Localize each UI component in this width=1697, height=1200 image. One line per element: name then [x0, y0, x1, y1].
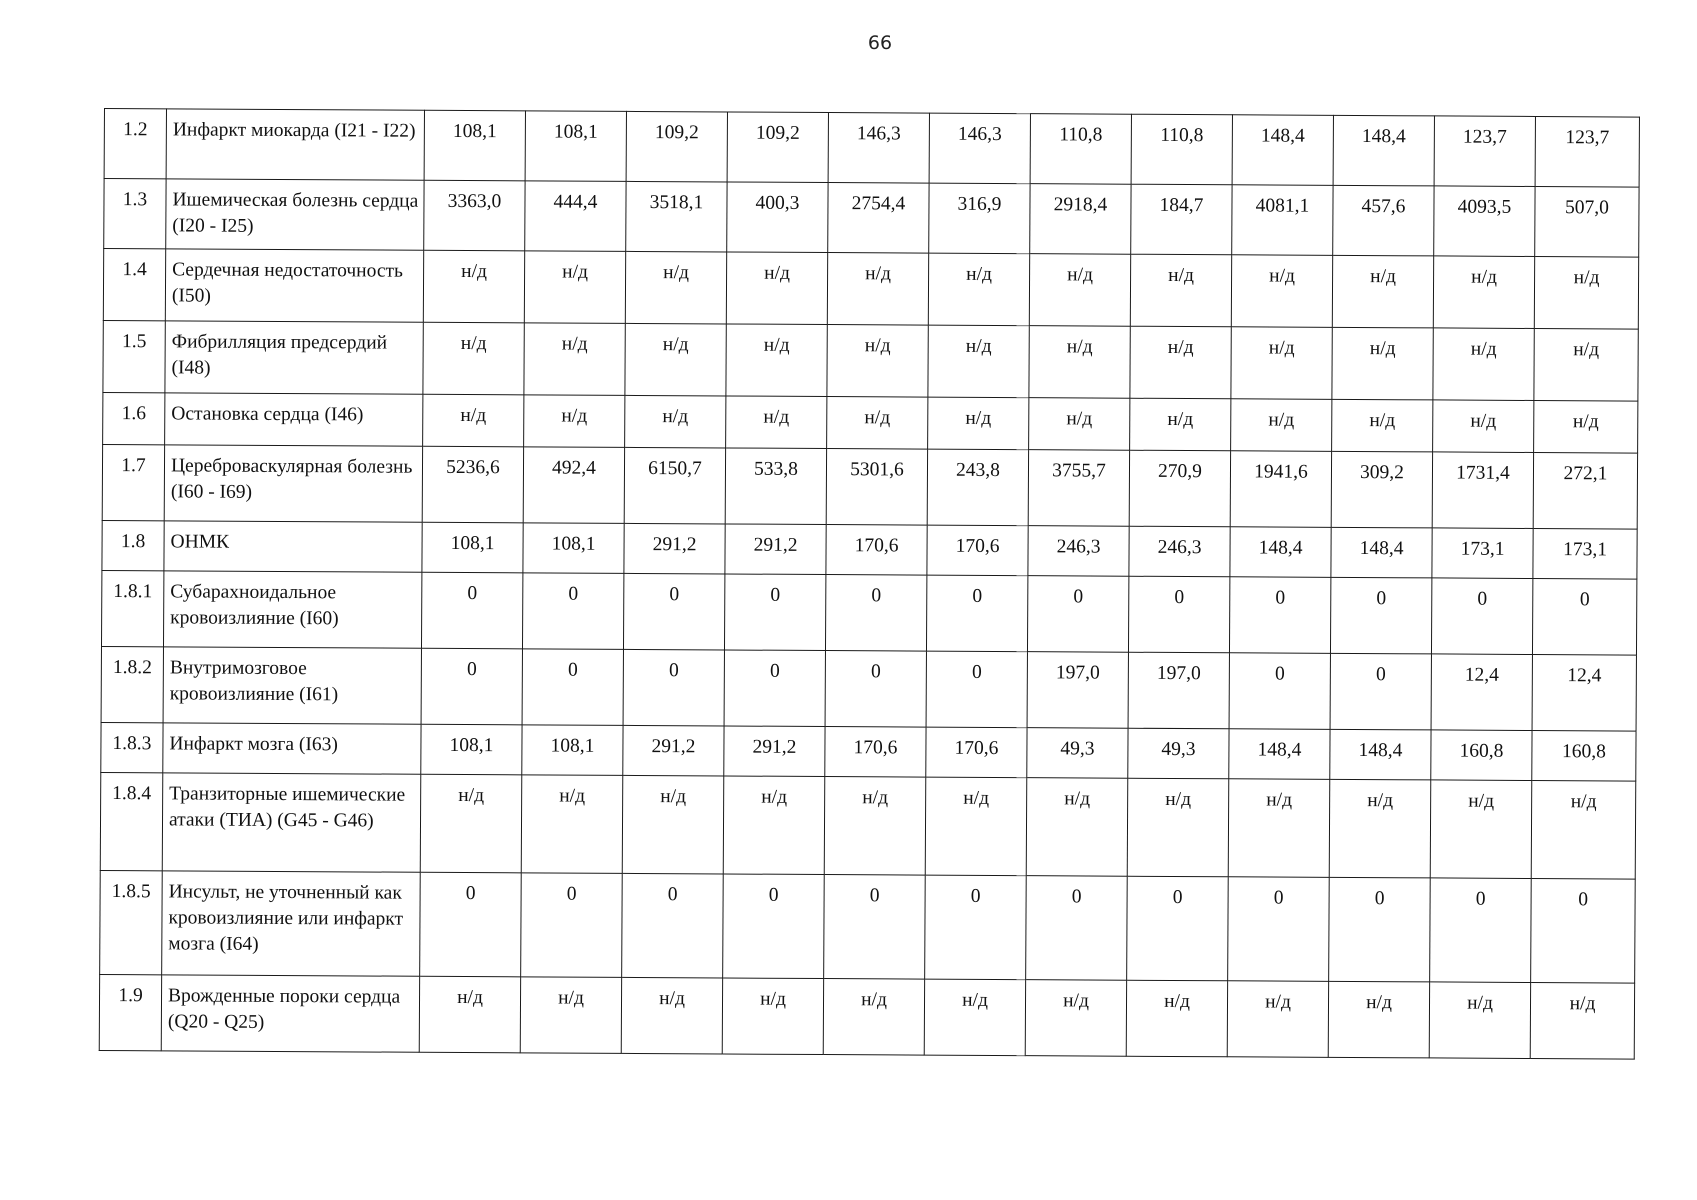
value-cell: н/д: [827, 325, 928, 398]
value-cell: н/д: [1534, 328, 1638, 401]
value-cell: 4081,1: [1232, 185, 1333, 256]
value-cell: 170,6: [825, 727, 926, 778]
value-cell: н/д: [1231, 327, 1332, 400]
value-cell: 0: [1532, 578, 1636, 655]
value-cell: 0: [1531, 878, 1636, 983]
value-cell: 0: [522, 649, 623, 726]
value-cell: 109,2: [727, 112, 828, 183]
value-cell: н/д: [1126, 980, 1227, 1057]
value-cell: 316,9: [929, 183, 1030, 254]
value-cell: н/д: [423, 394, 524, 447]
value-cell: 108,1: [424, 110, 525, 181]
value-cell: 0: [824, 875, 926, 980]
value-cell: 0: [724, 574, 825, 651]
value-cell: 197,0: [1128, 652, 1229, 729]
value-cell: н/д: [1430, 780, 1532, 879]
value-cell: 0: [1228, 877, 1330, 982]
value-cell: 4093,5: [1434, 186, 1535, 257]
value-cell: н/д: [928, 253, 1029, 326]
value-cell: 184,7: [1131, 184, 1232, 255]
table-row: [103, 392, 1638, 453]
value-cell: н/д: [722, 978, 823, 1055]
value-cell: н/д: [1026, 778, 1128, 877]
value-cell: 0: [421, 572, 522, 649]
value-cell: н/д: [1029, 326, 1130, 399]
table-row: [104, 109, 1639, 188]
value-cell: 148,4: [1331, 527, 1432, 578]
value-cell: 0: [1330, 653, 1431, 730]
value-cell: 291,2: [725, 524, 826, 575]
row-code: 1.8.4: [100, 772, 163, 870]
value-cell: н/д: [1025, 980, 1126, 1057]
value-cell: н/д: [827, 253, 928, 326]
value-cell: 0: [521, 873, 623, 978]
value-cell: н/д: [726, 396, 827, 449]
row-name: Субарахноидальное кровоизлияние (I60): [163, 571, 421, 648]
value-cell: н/д: [625, 323, 726, 396]
value-cell: 148,4: [1333, 115, 1434, 186]
value-cell: 291,2: [623, 725, 724, 776]
value-cell: 0: [926, 575, 1027, 652]
value-cell: 3518,1: [626, 181, 727, 252]
table-body: [99, 109, 1639, 1060]
value-cell: 173,1: [1533, 528, 1637, 579]
value-cell: н/д: [726, 252, 827, 325]
value-cell: 12,4: [1431, 654, 1532, 731]
value-cell: 110,8: [1131, 114, 1232, 185]
row-name: Внутримозговое кровоизлияние (I61): [163, 647, 421, 724]
value-cell: н/д: [1429, 982, 1530, 1059]
value-cell: н/д: [1332, 255, 1433, 328]
value-cell: н/д: [521, 775, 623, 874]
value-cell: 507,0: [1535, 186, 1639, 257]
value-cell: н/д: [1029, 398, 1130, 451]
row-name: Ишемическая болезнь сердца (I20 - I25): [166, 179, 424, 250]
value-cell: н/д: [524, 323, 625, 396]
value-cell: 0: [1229, 577, 1330, 654]
value-cell: н/д: [423, 250, 524, 323]
value-cell: 5236,6: [422, 446, 523, 523]
value-cell: 1941,6: [1230, 451, 1331, 528]
value-cell: н/д: [928, 397, 1029, 450]
row-code: 1.8: [102, 520, 164, 570]
value-cell: 160,8: [1431, 730, 1532, 781]
value-cell: н/д: [621, 977, 722, 1054]
value-cell: 0: [1127, 876, 1229, 981]
value-cell: 0: [1430, 878, 1532, 983]
value-cell: н/д: [726, 324, 827, 397]
value-cell: н/д: [827, 397, 928, 450]
value-cell: 0: [623, 649, 724, 726]
value-cell: н/д: [1329, 779, 1431, 878]
value-cell: н/д: [1130, 254, 1231, 327]
value-cell: н/д: [1433, 256, 1534, 329]
row-code: 1.8.2: [101, 646, 163, 722]
row-code: 1.8.5: [100, 870, 163, 974]
value-cell: н/д: [524, 251, 625, 324]
row-code: 1.7: [102, 444, 164, 520]
value-cell: 400,3: [727, 182, 828, 253]
value-cell: н/д: [1231, 399, 1332, 452]
value-cell: н/д: [1534, 400, 1638, 453]
value-cell: 272,1: [1533, 452, 1637, 529]
value-cell: 123,7: [1434, 116, 1535, 187]
value-cell: н/д: [823, 979, 924, 1056]
value-cell: 49,3: [1027, 728, 1128, 779]
value-cell: 0: [1027, 576, 1128, 653]
value-cell: н/д: [1029, 254, 1130, 327]
value-cell: 148,4: [1229, 729, 1330, 780]
value-cell: 0: [1329, 877, 1431, 982]
row-name: Врожденные пороки сердца (Q20 - Q25): [161, 975, 419, 1052]
value-cell: н/д: [1227, 981, 1328, 1058]
value-cell: 146,3: [828, 113, 929, 184]
table-row: [101, 570, 1636, 655]
row-name: Инсульт, не уточненный как кровоизлияние или инфаркт мозга (I64): [162, 871, 421, 976]
value-cell: н/д: [420, 774, 522, 873]
value-cell: 309,2: [1331, 451, 1432, 528]
value-cell: 246,3: [1028, 526, 1129, 577]
value-cell: н/д: [1433, 400, 1534, 453]
value-cell: 170,6: [826, 525, 927, 576]
value-cell: 173,1: [1432, 528, 1533, 579]
table-row: [100, 772, 1636, 879]
row-name: Инфаркт мозга (I63): [163, 723, 421, 774]
value-cell: 12,4: [1532, 654, 1636, 731]
value-cell: 5301,6: [826, 449, 927, 526]
value-cell: н/д: [723, 776, 825, 875]
value-cell: 0: [420, 872, 522, 977]
value-cell: 0: [724, 650, 825, 727]
row-code: 1.3: [104, 179, 166, 249]
value-cell: н/д: [1433, 328, 1534, 401]
value-cell: н/д: [419, 976, 520, 1053]
statistics-table: [99, 108, 1640, 1060]
value-cell: 0: [926, 651, 1027, 728]
value-cell: 0: [623, 573, 724, 650]
value-cell: н/д: [824, 777, 926, 876]
table-row: [104, 179, 1639, 258]
value-cell: 291,2: [724, 726, 825, 777]
value-cell: 444,4: [525, 181, 626, 252]
value-cell: 2754,4: [828, 183, 929, 254]
value-cell: 148,4: [1230, 527, 1331, 578]
value-cell: н/д: [1530, 982, 1634, 1059]
value-cell: 3755,7: [1028, 450, 1129, 527]
value-cell: 492,4: [523, 447, 624, 524]
value-cell: 3363,0: [424, 180, 525, 251]
value-cell: 0: [1330, 577, 1431, 654]
value-cell: н/д: [622, 775, 724, 874]
value-cell: н/д: [423, 322, 524, 395]
value-cell: 123,7: [1535, 116, 1639, 187]
value-cell: н/д: [524, 395, 625, 448]
value-cell: 533,8: [725, 448, 826, 525]
value-cell: 160,8: [1532, 730, 1636, 781]
value-cell: н/д: [1130, 398, 1231, 451]
value-cell: н/д: [1231, 255, 1332, 328]
value-cell: 108,1: [422, 522, 523, 573]
value-cell: 108,1: [421, 724, 522, 775]
value-cell: 148,4: [1330, 729, 1431, 780]
page-number: 66: [867, 32, 893, 54]
table-row: [101, 646, 1636, 731]
value-cell: 0: [825, 575, 926, 652]
row-name: Инфаркт миокарда (I21 - I22): [166, 109, 424, 180]
row-name: Цереброваскулярная болезнь (I60 - I69): [164, 445, 422, 522]
value-cell: 291,2: [624, 523, 725, 574]
value-cell: 110,8: [1030, 114, 1131, 185]
row-code: 1.8.3: [101, 722, 163, 772]
value-cell: н/д: [1328, 981, 1429, 1058]
value-cell: н/д: [928, 325, 1029, 398]
value-cell: 49,3: [1128, 728, 1229, 779]
value-cell: н/д: [1228, 779, 1330, 878]
row-code: 1.6: [103, 392, 165, 444]
value-cell: 1731,4: [1432, 452, 1533, 529]
value-cell: 170,6: [927, 525, 1028, 576]
row-name: Фибрилляция предсердий (I48): [165, 321, 423, 394]
value-cell: н/д: [1332, 399, 1433, 452]
value-cell: н/д: [625, 395, 726, 448]
value-cell: 0: [522, 573, 623, 650]
value-cell: 457,6: [1333, 185, 1434, 256]
row-code: 1.8.1: [101, 570, 163, 646]
value-cell: 0: [421, 648, 522, 725]
row-name: ОНМК: [164, 521, 422, 572]
value-cell: н/д: [1130, 326, 1231, 399]
value-cell: н/д: [1531, 780, 1636, 879]
row-code: 1.2: [104, 109, 166, 179]
statistics-table-container: [99, 108, 1640, 1060]
table-row: [102, 520, 1637, 579]
value-cell: 0: [622, 873, 724, 978]
value-cell: 2918,4: [1030, 184, 1131, 255]
value-cell: 0: [723, 874, 825, 979]
row-name: Остановка сердца (I46): [165, 393, 423, 446]
row-code: 1.9: [99, 974, 161, 1050]
value-cell: н/д: [625, 251, 726, 324]
value-cell: 146,3: [929, 113, 1030, 184]
value-cell: 108,1: [525, 111, 626, 182]
value-cell: 0: [1229, 653, 1330, 730]
value-cell: н/д: [520, 977, 621, 1054]
table-row: [103, 320, 1638, 401]
table-row: [102, 444, 1637, 529]
table-row: [99, 974, 1634, 1059]
value-cell: 108,1: [523, 523, 624, 574]
value-cell: 0: [1128, 576, 1229, 653]
value-cell: 170,6: [926, 727, 1027, 778]
value-cell: н/д: [1332, 327, 1433, 400]
table-row: [100, 870, 1636, 983]
row-name: Транзиторные ишемические атаки (ТИА) (G45 - G46): [162, 773, 421, 872]
value-cell: 0: [1431, 578, 1532, 655]
value-cell: 246,3: [1129, 526, 1230, 577]
value-cell: 108,1: [522, 725, 623, 776]
value-cell: 0: [925, 875, 1027, 980]
value-cell: 109,2: [626, 111, 727, 182]
value-cell: н/д: [1127, 778, 1229, 877]
value-cell: 0: [1026, 876, 1128, 981]
value-cell: 0: [825, 651, 926, 728]
value-cell: 243,8: [927, 449, 1028, 526]
row-name: Сердечная недостаточность (I50): [165, 249, 423, 322]
value-cell: 197,0: [1027, 652, 1128, 729]
row-code: 1.5: [103, 320, 165, 392]
value-cell: н/д: [925, 777, 1027, 876]
value-cell: 270,9: [1129, 450, 1230, 527]
row-code: 1.4: [103, 249, 165, 321]
value-cell: 148,4: [1232, 115, 1333, 186]
table-row: [103, 249, 1638, 330]
value-cell: н/д: [924, 979, 1025, 1056]
value-cell: 6150,7: [624, 447, 725, 524]
value-cell: н/д: [1534, 256, 1638, 329]
table-row: [101, 722, 1636, 781]
